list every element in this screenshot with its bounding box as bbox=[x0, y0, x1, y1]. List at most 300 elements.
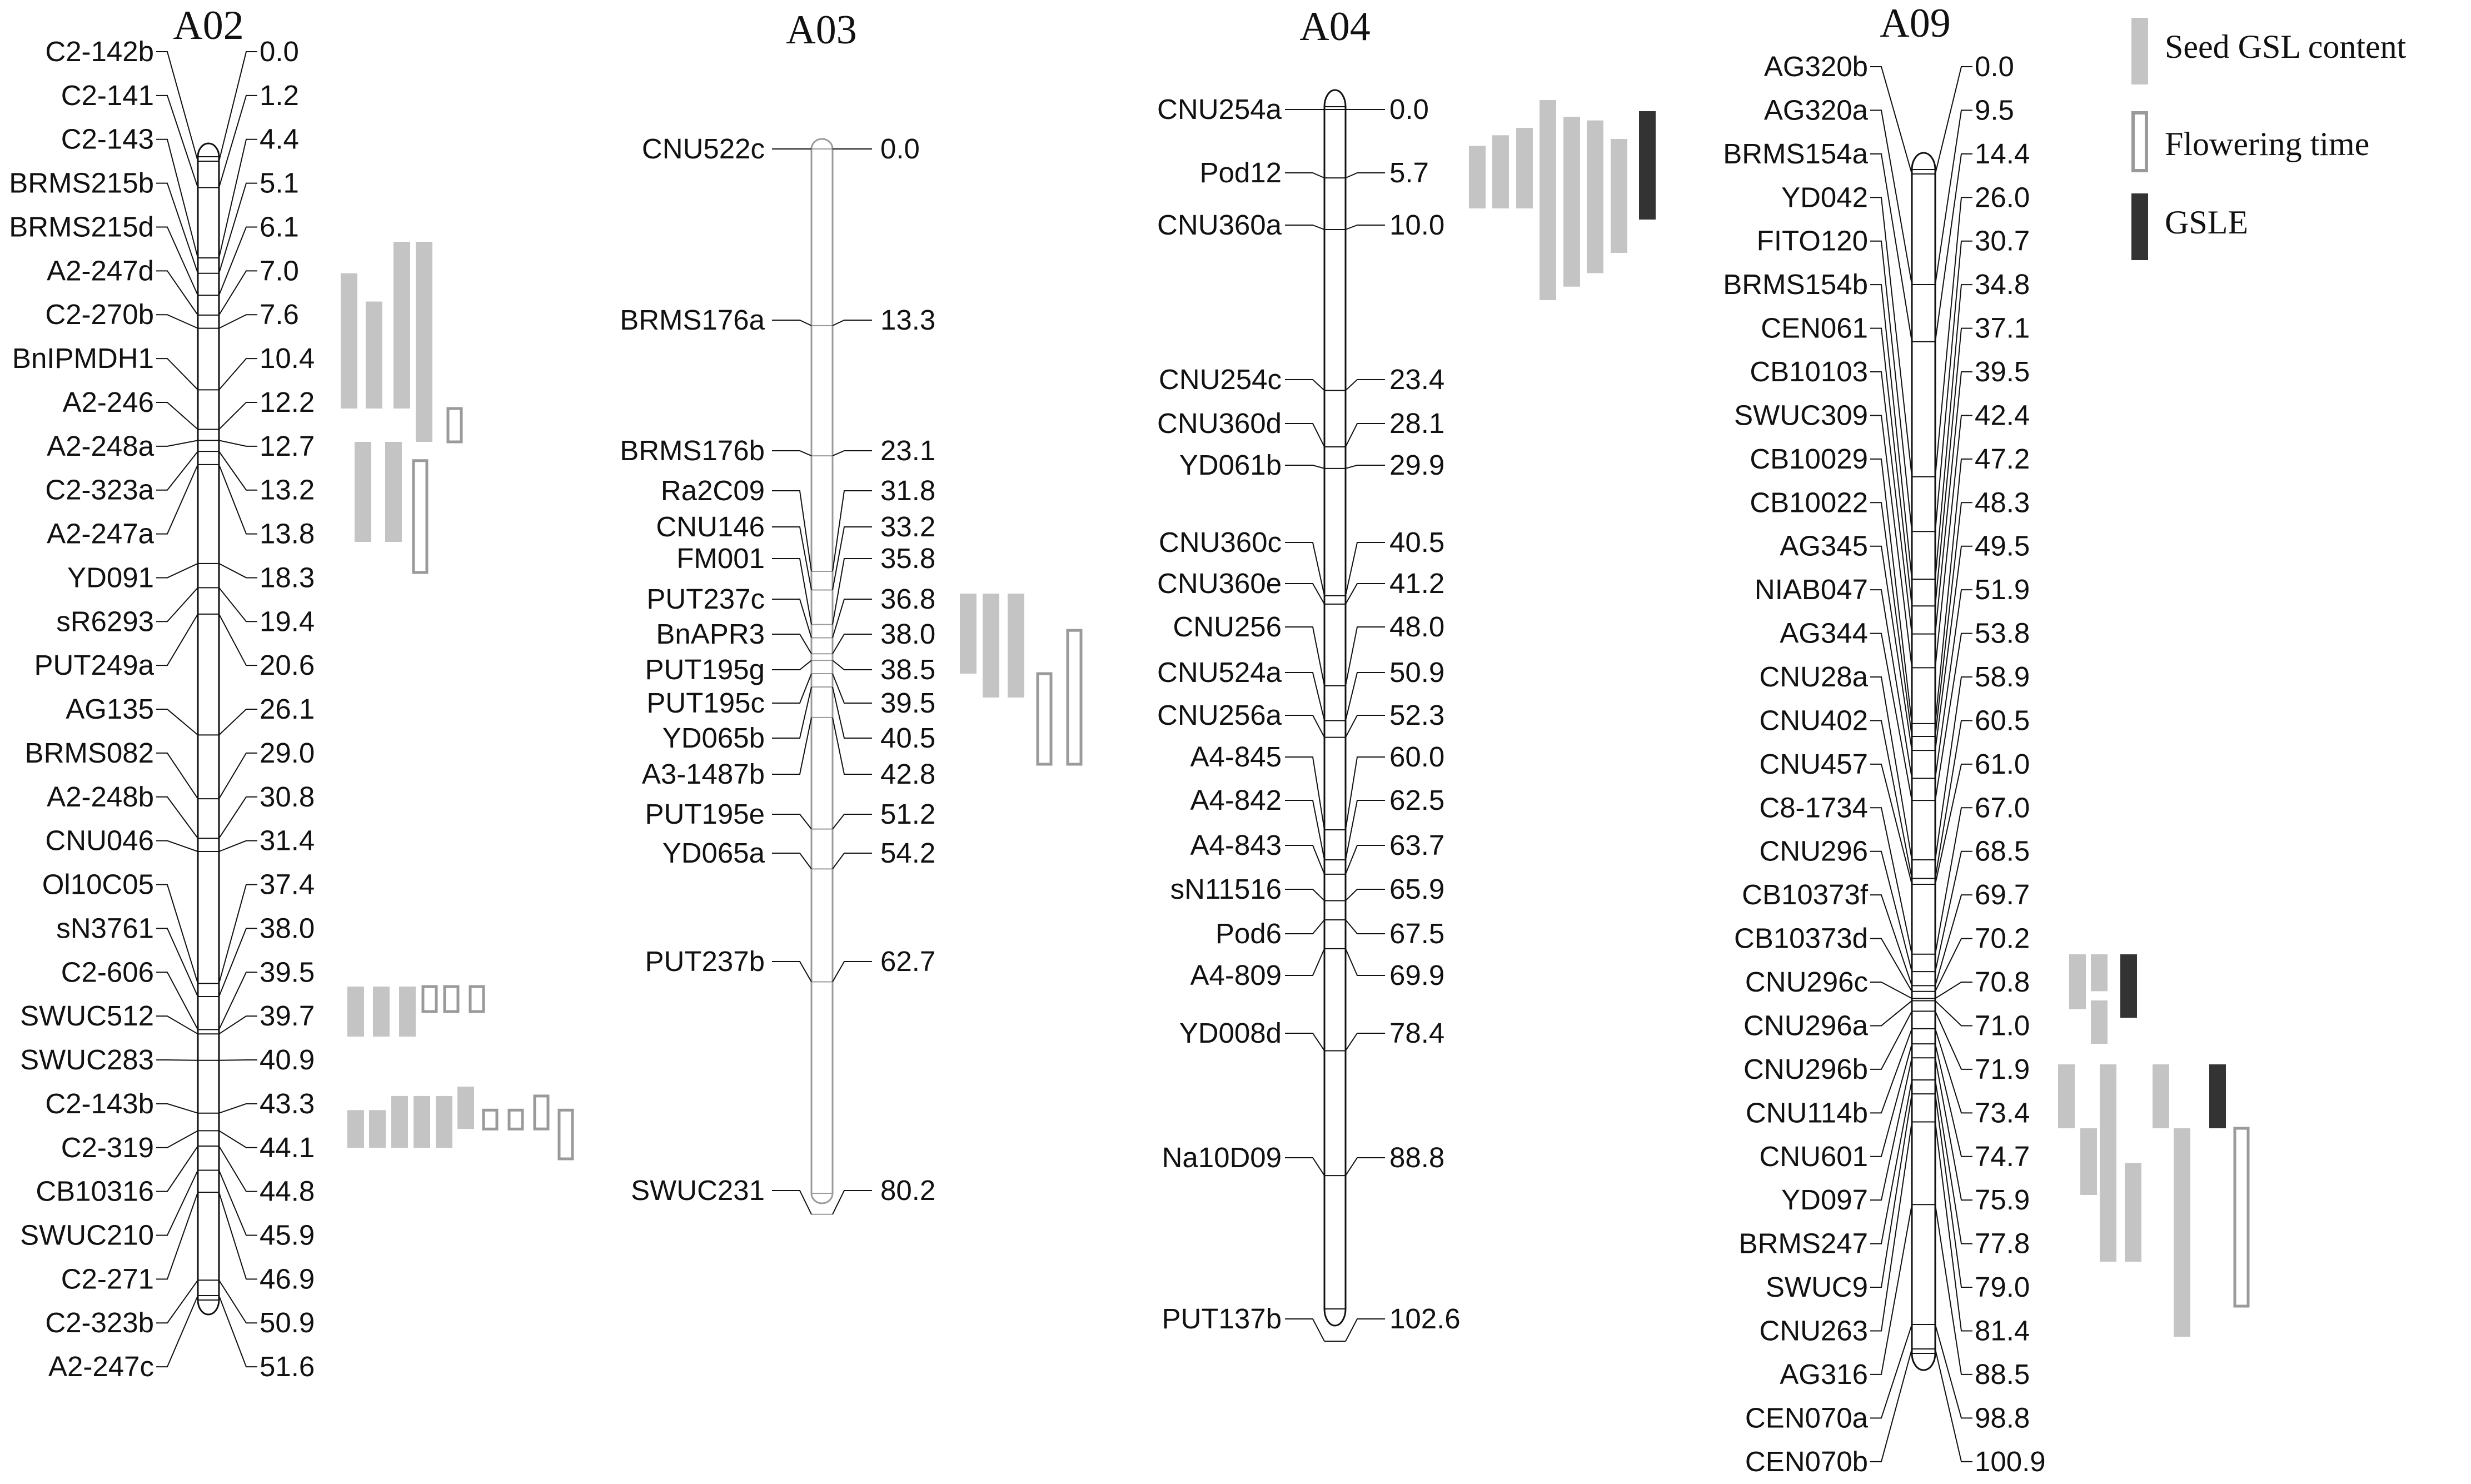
marker-position: 88.5 bbox=[1975, 1358, 2030, 1390]
marker-name: CNU360d bbox=[1157, 407, 1282, 439]
position-connector bbox=[1935, 197, 1972, 476]
position-connector bbox=[833, 634, 872, 654]
marker-position: 52.3 bbox=[1389, 699, 1445, 731]
marker-connector bbox=[1285, 920, 1324, 934]
marker-position: 44.1 bbox=[260, 1131, 315, 1163]
marker-name: A4-843 bbox=[1190, 829, 1282, 861]
marker-position: 53.8 bbox=[1975, 617, 2030, 649]
marker-name: BnAPR3 bbox=[656, 618, 765, 650]
marker-connector bbox=[1285, 757, 1324, 830]
marker-connector bbox=[1870, 1011, 1912, 1069]
marker-name: C2-143 bbox=[61, 123, 154, 155]
marker-position: 5.7 bbox=[1389, 157, 1429, 188]
marker-position: 40.5 bbox=[1389, 526, 1445, 558]
qtl-seed-gsl-bar bbox=[347, 987, 364, 1037]
position-connector bbox=[1346, 584, 1385, 604]
position-connector bbox=[219, 358, 257, 390]
chromosome-A03 bbox=[620, 133, 935, 1214]
marker-position: 60.0 bbox=[1389, 741, 1445, 773]
qtl-gsle-bar bbox=[2209, 1064, 2226, 1128]
marker-position: 51.2 bbox=[880, 798, 936, 830]
marker-name: Pod6 bbox=[1215, 918, 1282, 949]
marker-name: BRMS082 bbox=[24, 736, 154, 769]
marker-name: C2-323a bbox=[45, 474, 154, 506]
position-connector bbox=[219, 1171, 257, 1236]
marker-name: PUT195g bbox=[645, 654, 765, 685]
marker-connector bbox=[772, 814, 811, 829]
marker-name: C2-323b bbox=[45, 1307, 154, 1339]
marker-name: PUT195c bbox=[646, 687, 765, 719]
position-connector bbox=[833, 1191, 872, 1214]
marker-position: 12.2 bbox=[260, 386, 315, 418]
position-connector bbox=[219, 315, 257, 328]
marker-connector bbox=[772, 451, 811, 456]
qtl-seed-gsl-bar bbox=[960, 594, 977, 674]
marker-connector bbox=[1870, 67, 1912, 174]
legend-label-flowering: Flowering time bbox=[2165, 126, 2370, 162]
position-connector bbox=[219, 402, 257, 430]
marker-connector bbox=[772, 853, 811, 869]
marker-position: 23.4 bbox=[1389, 363, 1445, 395]
marker-connector bbox=[1870, 634, 1912, 801]
marker-position: 65.9 bbox=[1389, 873, 1445, 905]
marker-name: A2-248a bbox=[47, 430, 154, 462]
qtl-flowering-bar bbox=[448, 409, 461, 442]
position-connector bbox=[1346, 889, 1385, 900]
marker-name: sN3761 bbox=[56, 912, 154, 944]
marker-name: A3-1487b bbox=[641, 758, 765, 790]
marker-name: C2-606 bbox=[61, 956, 154, 988]
marker-name: YD065a bbox=[662, 837, 765, 869]
marker-name: A4-845 bbox=[1190, 741, 1282, 773]
marker-position: 46.9 bbox=[260, 1263, 315, 1295]
marker-name: A2-247a bbox=[47, 517, 154, 550]
qtl-seed-gsl-bar bbox=[1563, 117, 1580, 287]
position-connector bbox=[1346, 920, 1385, 934]
marker-position: 26.0 bbox=[1975, 181, 2030, 213]
marker-position: 31.8 bbox=[880, 475, 936, 506]
position-connector bbox=[1935, 1044, 1972, 1157]
marker-connector bbox=[1285, 584, 1324, 604]
chromosome-title-A02: A02 bbox=[173, 3, 244, 48]
marker-name: BRMS215b bbox=[9, 167, 154, 199]
marker-connector bbox=[1870, 851, 1912, 972]
marker-position: 51.6 bbox=[260, 1351, 315, 1383]
marker-position: 70.2 bbox=[1975, 922, 2030, 954]
marker-connector bbox=[156, 451, 198, 490]
marker-connector bbox=[156, 52, 198, 161]
marker-position: 29.9 bbox=[1389, 449, 1445, 481]
marker-position: 81.4 bbox=[1975, 1314, 2030, 1347]
marker-connector bbox=[1285, 889, 1324, 900]
marker-name: Ol10C05 bbox=[42, 868, 154, 900]
marker-name: AG344 bbox=[1780, 617, 1868, 649]
marker-name: SWUC512 bbox=[20, 1000, 154, 1032]
marker-name: YD008d bbox=[1179, 1017, 1282, 1049]
marker-position: 12.7 bbox=[260, 430, 315, 462]
marker-position: 77.8 bbox=[1975, 1227, 2030, 1259]
qtl-flowering-bar bbox=[423, 987, 436, 1012]
marker-name: CNU360c bbox=[1158, 526, 1282, 558]
marker-position: 38.0 bbox=[260, 912, 315, 944]
marker-name: PUT195e bbox=[645, 798, 765, 830]
qtl-seed-gsl-bar bbox=[2080, 1128, 2097, 1195]
position-connector bbox=[1935, 1001, 1972, 1026]
marker-position: 62.7 bbox=[880, 945, 936, 977]
position-connector bbox=[219, 227, 257, 295]
qtl-seed-gsl-bar bbox=[983, 594, 999, 698]
qtl-flowering-bar bbox=[1038, 674, 1051, 764]
marker-name: C2-141 bbox=[61, 79, 154, 111]
marker-name: CNU254a bbox=[1157, 93, 1282, 125]
marker-position: 1.2 bbox=[260, 79, 299, 111]
marker-name: SWUC210 bbox=[20, 1219, 154, 1251]
position-connector bbox=[219, 564, 257, 578]
marker-name: PUT237b bbox=[645, 945, 765, 977]
marker-name: sR6293 bbox=[56, 605, 154, 638]
position-connector bbox=[1346, 627, 1385, 686]
marker-position: 69.9 bbox=[1389, 959, 1445, 991]
marker-connector bbox=[772, 660, 811, 670]
marker-position: 67.5 bbox=[1389, 918, 1445, 949]
marker-position: 51.9 bbox=[1975, 574, 2030, 606]
position-connector bbox=[219, 753, 257, 799]
marker-position: 43.3 bbox=[260, 1087, 315, 1119]
position-connector bbox=[1935, 1011, 1972, 1069]
marker-name: YD097 bbox=[1781, 1184, 1868, 1216]
marker-name: CNU114b bbox=[1745, 1097, 1868, 1129]
marker-position: 20.6 bbox=[260, 649, 315, 681]
marker-position: 40.9 bbox=[260, 1044, 315, 1076]
marker-connector bbox=[1285, 465, 1324, 469]
marker-name: CNU146 bbox=[656, 511, 765, 542]
marker-name: CEN070b bbox=[1745, 1445, 1868, 1477]
chromosome-A02 bbox=[9, 36, 315, 1382]
position-connector bbox=[1346, 424, 1385, 447]
legend-swatch-gsle bbox=[2131, 193, 2148, 260]
qtl-seed-gsl-bar bbox=[2174, 1128, 2190, 1337]
marker-name: CNU296 bbox=[1759, 835, 1868, 867]
marker-name: CNU360a bbox=[1157, 209, 1282, 241]
marker-position: 0.0 bbox=[880, 133, 920, 165]
qtl-seed-gsl-bar bbox=[414, 1096, 430, 1148]
qtl-seed-gsl-bar bbox=[369, 1110, 386, 1148]
qtl-gsle-bar bbox=[2120, 954, 2137, 1018]
marker-name: CNU256 bbox=[1173, 611, 1282, 643]
chromosome-body bbox=[1324, 90, 1346, 1326]
marker-position: 100.9 bbox=[1975, 1445, 2046, 1477]
position-connector bbox=[1346, 465, 1385, 469]
qtl-flowering-bar bbox=[1068, 630, 1081, 764]
legend-swatch-flowering bbox=[2133, 113, 2146, 171]
marker-connector bbox=[156, 1131, 198, 1147]
marker-connector bbox=[156, 709, 198, 735]
qtl-seed-gsl-bar bbox=[1611, 139, 1627, 253]
marker-position: 63.7 bbox=[1389, 829, 1445, 861]
marker-position: 73.4 bbox=[1975, 1097, 2030, 1129]
marker-connector bbox=[1285, 424, 1324, 447]
chromosome-body bbox=[811, 139, 833, 1203]
marker-name: Pod12 bbox=[1199, 157, 1282, 188]
marker-name: CNU28a bbox=[1759, 661, 1868, 693]
position-connector bbox=[1935, 982, 1972, 998]
marker-name: CNU256a bbox=[1157, 699, 1282, 731]
marker-name: CNU296c bbox=[1745, 966, 1868, 998]
marker-connector bbox=[156, 841, 198, 851]
marker-connector bbox=[156, 358, 198, 390]
marker-connector bbox=[156, 183, 198, 273]
marker-position: 44.8 bbox=[260, 1175, 315, 1207]
marker-name: PUT249a bbox=[34, 649, 154, 681]
position-connector bbox=[219, 451, 257, 490]
marker-position: 69.7 bbox=[1975, 879, 2030, 911]
marker-name: SWUC309 bbox=[1734, 399, 1868, 431]
marker-name: FM001 bbox=[676, 542, 765, 574]
qtl-seed-gsl-bar bbox=[366, 302, 382, 409]
qtl-seed-gsl-bar bbox=[2091, 1000, 2108, 1044]
marker-position: 39.5 bbox=[880, 687, 936, 719]
marker-connector bbox=[156, 315, 198, 328]
marker-position: 39.5 bbox=[1975, 356, 2030, 388]
marker-name: YD042 bbox=[1781, 181, 1868, 213]
marker-connector bbox=[156, 972, 198, 1029]
marker-position: 0.0 bbox=[1975, 51, 2014, 82]
position-connector bbox=[1346, 1158, 1385, 1176]
marker-name: CB10029 bbox=[1750, 442, 1868, 475]
marker-name: YD061b bbox=[1179, 449, 1282, 481]
marker-name: C2-143b bbox=[45, 1087, 154, 1119]
position-connector bbox=[219, 140, 257, 258]
qtl-seed-gsl-bar bbox=[355, 442, 371, 542]
qtl-flowering-bar bbox=[535, 1096, 548, 1129]
marker-position: 13.3 bbox=[880, 304, 936, 336]
marker-position: 98.8 bbox=[1975, 1402, 2030, 1434]
marker-name: BRMS247 bbox=[1738, 1227, 1868, 1259]
qtl-seed-gsl-bar bbox=[347, 1110, 364, 1148]
marker-name: AG320a bbox=[1763, 94, 1868, 126]
marker-connector bbox=[772, 962, 811, 982]
marker-position: 48.0 bbox=[1389, 611, 1445, 643]
qtl-seed-gsl-bar bbox=[1516, 128, 1533, 208]
marker-name: A4-842 bbox=[1190, 784, 1282, 816]
position-connector bbox=[833, 559, 872, 625]
marker-connector bbox=[156, 797, 198, 838]
marker-position: 6.1 bbox=[260, 211, 299, 243]
marker-connector bbox=[1285, 1158, 1324, 1176]
marker-name: CB10373d bbox=[1733, 922, 1868, 954]
position-connector bbox=[1935, 634, 1972, 801]
position-connector bbox=[833, 814, 872, 829]
marker-position: 75.9 bbox=[1975, 1184, 2030, 1216]
position-connector bbox=[219, 183, 257, 273]
marker-name: FITO120 bbox=[1756, 225, 1868, 257]
marker-position: 42.4 bbox=[1975, 399, 2030, 431]
marker-name: BRMS176a bbox=[620, 304, 765, 336]
position-connector bbox=[219, 1280, 257, 1323]
marker-connector bbox=[772, 320, 811, 326]
marker-connector bbox=[156, 140, 198, 258]
marker-connector bbox=[1285, 800, 1324, 860]
marker-position: 4.4 bbox=[260, 123, 299, 155]
marker-connector bbox=[1285, 1033, 1324, 1050]
marker-position: 70.8 bbox=[1975, 966, 2030, 998]
marker-position: 5.1 bbox=[260, 167, 299, 199]
marker-connector bbox=[1285, 949, 1324, 975]
marker-connector bbox=[156, 1171, 198, 1236]
marker-name: CB10022 bbox=[1750, 486, 1868, 519]
marker-position: 58.9 bbox=[1975, 661, 2030, 693]
position-connector bbox=[1346, 380, 1385, 390]
marker-position: 78.4 bbox=[1389, 1017, 1445, 1049]
qtl-seed-gsl-bar bbox=[2091, 954, 2108, 991]
marker-position: 13.8 bbox=[260, 517, 315, 550]
qtl-seed-gsl-bar bbox=[2125, 1163, 2141, 1262]
qtl-seed-gsl-bar bbox=[436, 1096, 452, 1148]
marker-connector bbox=[1285, 1319, 1324, 1341]
marker-name: BRMS154a bbox=[1723, 137, 1868, 170]
marker-position: 9.5 bbox=[1975, 94, 2014, 126]
position-connector bbox=[1935, 1122, 1972, 1331]
chromosome-title-A03: A03 bbox=[786, 7, 857, 53]
marker-connector bbox=[1285, 173, 1324, 178]
marker-position: 23.1 bbox=[880, 435, 936, 466]
marker-name: NIAB047 bbox=[1754, 574, 1868, 606]
marker-name: C2-270b bbox=[45, 298, 154, 331]
chromosome-title-A04: A04 bbox=[1299, 4, 1371, 49]
marker-name: CEN061 bbox=[1761, 312, 1868, 344]
marker-name: AG316 bbox=[1780, 1358, 1868, 1390]
position-connector bbox=[833, 687, 872, 738]
marker-connector bbox=[1285, 380, 1324, 390]
marker-connector bbox=[156, 465, 198, 534]
marker-connector bbox=[1870, 1044, 1912, 1157]
marker-name: CNU254c bbox=[1158, 363, 1282, 395]
marker-connector bbox=[772, 674, 811, 703]
qtl-bars bbox=[341, 100, 2248, 1337]
marker-connector bbox=[1870, 808, 1912, 954]
position-connector bbox=[1346, 673, 1385, 720]
chromosome-A04 bbox=[1157, 90, 1461, 1341]
marker-name: AG345 bbox=[1780, 530, 1868, 562]
marker-position: 38.0 bbox=[880, 618, 936, 650]
marker-connector bbox=[772, 559, 811, 625]
marker-name: CNU522c bbox=[641, 133, 765, 165]
position-connector bbox=[1935, 1349, 1972, 1462]
position-connector bbox=[219, 587, 257, 621]
marker-name: SWUC9 bbox=[1765, 1271, 1868, 1303]
marker-name: Na10D09 bbox=[1162, 1142, 1282, 1173]
marker-connector bbox=[1870, 1029, 1912, 1113]
marker-position: 41.2 bbox=[1389, 567, 1445, 599]
marker-position: 71.9 bbox=[1975, 1053, 2030, 1085]
marker-position: 49.5 bbox=[1975, 530, 2030, 562]
qtl-seed-gsl-bar bbox=[1008, 594, 1024, 698]
position-connector bbox=[833, 853, 872, 869]
marker-position: 80.2 bbox=[880, 1174, 936, 1206]
marker-name: BnIPMDH1 bbox=[12, 342, 154, 375]
marker-connector bbox=[1285, 225, 1324, 230]
marker-name: CNU046 bbox=[45, 824, 154, 856]
position-connector bbox=[1935, 895, 1972, 985]
marker-name: C2-142b bbox=[45, 36, 154, 67]
marker-connector bbox=[772, 687, 811, 738]
marker-connector bbox=[1285, 673, 1324, 720]
position-connector bbox=[1935, 1029, 1972, 1113]
qtl-seed-gsl-bar bbox=[2100, 1064, 2116, 1262]
position-connector bbox=[1346, 845, 1385, 874]
qtl-gsle-bar bbox=[1639, 111, 1656, 220]
legend bbox=[2131, 18, 2407, 260]
position-connector bbox=[219, 1016, 257, 1034]
position-connector bbox=[1346, 173, 1385, 178]
qtl-flowering-bar bbox=[2235, 1128, 2248, 1306]
position-connector bbox=[833, 718, 872, 774]
qtl-flowering-bar bbox=[470, 987, 484, 1012]
position-connector bbox=[219, 52, 257, 161]
marker-name: CB10316 bbox=[36, 1175, 154, 1207]
marker-position: 36.8 bbox=[880, 583, 936, 615]
marker-connector bbox=[156, 271, 198, 315]
marker-position: 60.5 bbox=[1975, 704, 2030, 736]
position-connector bbox=[219, 271, 257, 315]
marker-name: CB10373f bbox=[1742, 879, 1868, 911]
marker-position: 30.8 bbox=[260, 780, 315, 813]
position-connector bbox=[833, 451, 872, 456]
marker-position: 19.4 bbox=[260, 605, 315, 638]
marker-name: sN11516 bbox=[1170, 873, 1282, 905]
marker-position: 42.8 bbox=[880, 758, 936, 790]
marker-name: CNU296b bbox=[1743, 1053, 1868, 1085]
position-connector bbox=[833, 674, 872, 703]
marker-name: C2-271 bbox=[61, 1263, 154, 1295]
marker-name: CNU457 bbox=[1759, 748, 1868, 780]
marker-position: 10.4 bbox=[260, 342, 315, 375]
marker-name: CNU601 bbox=[1759, 1140, 1868, 1172]
marker-position: 10.0 bbox=[1389, 209, 1445, 241]
marker-position: 14.4 bbox=[1975, 137, 2030, 170]
marker-position: 33.2 bbox=[880, 511, 936, 542]
marker-name: CNU402 bbox=[1759, 704, 1868, 736]
marker-connector bbox=[156, 96, 198, 188]
marker-name: SWUC231 bbox=[631, 1174, 765, 1206]
marker-position: 88.8 bbox=[1389, 1142, 1445, 1173]
marker-connector bbox=[156, 587, 198, 621]
position-connector bbox=[1346, 1033, 1385, 1050]
position-connector bbox=[219, 885, 257, 984]
marker-position: 68.5 bbox=[1975, 835, 2030, 867]
marker-name: PUT237c bbox=[646, 583, 765, 615]
marker-name: A2-247c bbox=[48, 1351, 154, 1383]
legend-label-gsle: GSLE bbox=[2165, 204, 2248, 241]
marker-position: 39.7 bbox=[260, 1000, 315, 1032]
position-connector bbox=[219, 1104, 257, 1113]
qtl-seed-gsl-bar bbox=[1587, 121, 1603, 273]
marker-position: 38.5 bbox=[880, 654, 936, 685]
marker-position: 47.2 bbox=[1975, 442, 2030, 475]
marker-position: 28.1 bbox=[1389, 407, 1445, 439]
legend-label-seed-gsl: Seed GSL content bbox=[2165, 28, 2407, 65]
position-connector bbox=[1346, 800, 1385, 860]
position-connector bbox=[1935, 1058, 1972, 1200]
chromosomes bbox=[9, 36, 2045, 1477]
position-connector bbox=[1346, 1319, 1385, 1341]
marker-connector bbox=[156, 1280, 198, 1323]
position-connector bbox=[1346, 949, 1385, 975]
qtl-flowering-bar bbox=[445, 987, 458, 1012]
marker-position: 79.0 bbox=[1975, 1271, 2030, 1303]
marker-position: 102.6 bbox=[1389, 1303, 1461, 1334]
position-connector bbox=[1935, 808, 1972, 954]
